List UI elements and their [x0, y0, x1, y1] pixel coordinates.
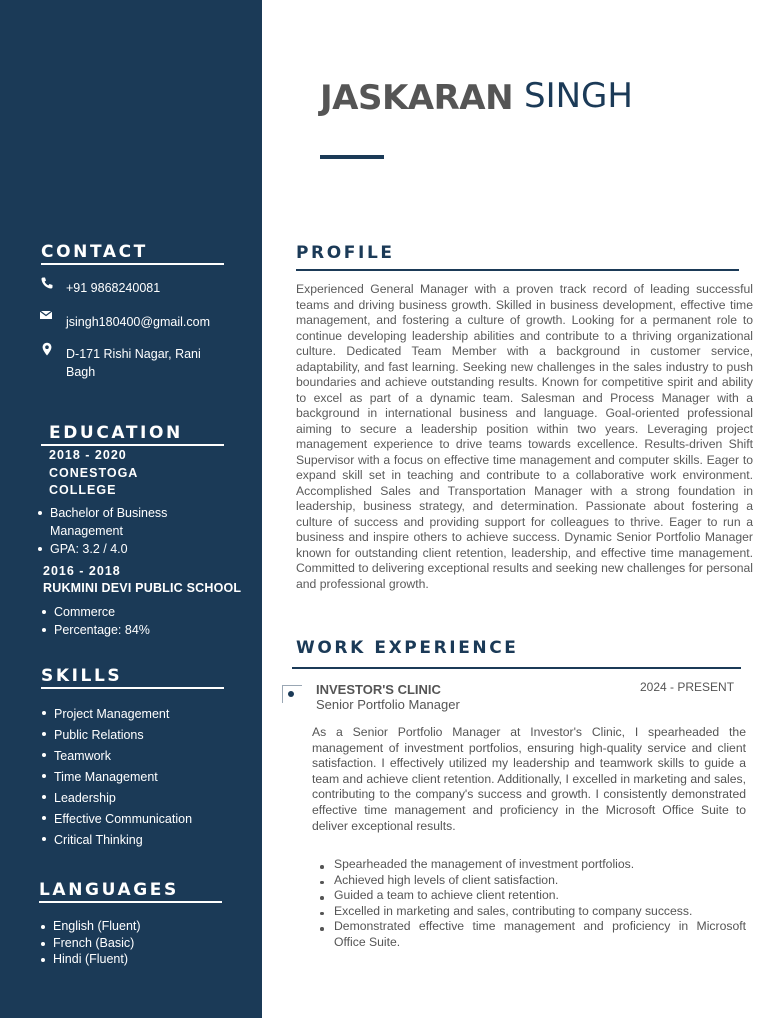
profile-heading: PROFILE [296, 243, 395, 263]
sidebar [0, 0, 262, 1018]
contact-phone: +91 9868240081 [66, 281, 161, 295]
skills-heading: SKILLS [41, 666, 123, 686]
list-item: Excelled in marketing and sales, contributing to company success. [320, 904, 746, 920]
list-item: Public Relations [40, 725, 192, 746]
list-item: Management [50, 524, 123, 538]
job-company: INVESTOR'S CLINIC [316, 682, 441, 697]
name-first: JASKARAN [320, 78, 514, 118]
phone-icon [40, 276, 54, 290]
contact-address-line1: D-171 Rishi Nagar, Rani [66, 347, 201, 361]
list-item: Achieved high levels of client satisfaction. [320, 873, 746, 889]
education-years-2: 2016 - 2018 [43, 564, 121, 578]
job-role: Senior Portfolio Manager [316, 697, 460, 712]
skills-list [40, 704, 192, 851]
education-school-1-line1: CONESTOGA [49, 466, 139, 480]
location-pin-icon [40, 342, 54, 356]
job-dates: 2024 - PRESENT [640, 680, 735, 694]
education-details-1 [36, 504, 167, 558]
work-experience-rule [292, 667, 741, 669]
list-item: Percentage: 84% [40, 621, 150, 639]
list-item: GPA: 3.2 / 4.0 [36, 540, 167, 558]
work-experience-heading: WORK EXPERIENCE [296, 638, 519, 658]
list-item: Time Management [40, 767, 192, 788]
job-description: As a Senior Portfolio Manager at Investor's Clinic, I spearheaded the management of investment portfolios, ensuring high-quality service and client satisfaction. I effectively utilized my leadership and teamwork skills to guide a team and achieve client retention. Additionally, I excelled in marketing and sales, contributing to the company's success and growth. I consistently demonstrated effective time management and proficiency in the Microsoft Office Suite to deliver exceptional results. [312, 725, 746, 833]
list-item: Commerce [40, 603, 150, 621]
list-item: Project Management [40, 704, 192, 725]
list-item: French (Basic) [39, 935, 141, 952]
education-school-2: RUKMINI DEVI PUBLIC SCHOOL [43, 581, 242, 595]
list-item: Hindi (Fluent) [39, 951, 141, 968]
profile-text: Experienced General Manager with a proven track record of leading successful teams and driving business growth. Skilled in business development, effective time management, and fostering a culture of growth. Looking for a permanent role to continue developing leadership abilities and contribute to a thriving organizational culture. Dedicated Team Member with a background in customer service, adaptability, and fast learning. Seeking new challenges in the sales industry to push boundaries and achieve outstanding results. Known for competitive spirit and ability to excel as part of a dynamic team. Salesman and Process Manager with a background in international business and language. Goal-oriented professional aiming to secure a leadership position within two years. Leveraging project management experience to drive teams towards excellence. Results-driven Shift Supervisor with a focus on effective time management and computer skills. Eager to expand skill set in teaching and contribute to a collaborative work environment. Accomplished Sales and Transportation Manager with a strong foundation in leadership, business strategy, and determination. Passionate about fostering a culture of success and providing support for colleagues to thrive. Eager to run a business and inspire others to achieve success. Dynamic Senior Portfolio Manager known for outstanding client retention, leadership, and effective time management. Committed to delivering exceptional results and seeking new challenges for personal and professional growth. [296, 282, 753, 591]
contact-email: jsingh180400@gmail.com [66, 315, 211, 329]
languages-heading: LANGUAGES [39, 880, 179, 900]
name-rule [320, 155, 384, 159]
list-item: Spearheaded the management of investment portfolios. [320, 857, 746, 873]
skills-rule [41, 687, 224, 689]
list-item: Bachelor of Business [36, 504, 167, 522]
education-details-2 [40, 603, 150, 639]
education-school-1-line2: COLLEGE [49, 483, 117, 497]
job-bullets [320, 857, 746, 951]
list-item: Teamwork [40, 746, 192, 767]
list-item: Guided a team to achieve client retention. [320, 888, 746, 904]
education-years-1: 2018 - 2020 [49, 448, 127, 462]
timeline-dot [288, 691, 294, 697]
languages-rule [39, 901, 222, 903]
name-last: SINGH [524, 76, 633, 116]
contact-heading: CONTACT [41, 242, 148, 262]
list-item: Leadership [40, 788, 192, 809]
list-item: English (Fluent) [39, 918, 141, 935]
education-rule [41, 444, 224, 446]
email-icon [39, 308, 53, 322]
contact-address-line2: Bagh [66, 365, 96, 379]
education-heading: EDUCATION [49, 423, 183, 443]
list-item: Critical Thinking [40, 830, 192, 851]
contact-rule [41, 263, 224, 265]
profile-rule [296, 269, 739, 271]
list-item: Demonstrated effective time management and proficiency in Microsoft Office Suite. [320, 919, 746, 950]
list-item: Effective Communication [40, 809, 192, 830]
languages-list [39, 918, 141, 968]
